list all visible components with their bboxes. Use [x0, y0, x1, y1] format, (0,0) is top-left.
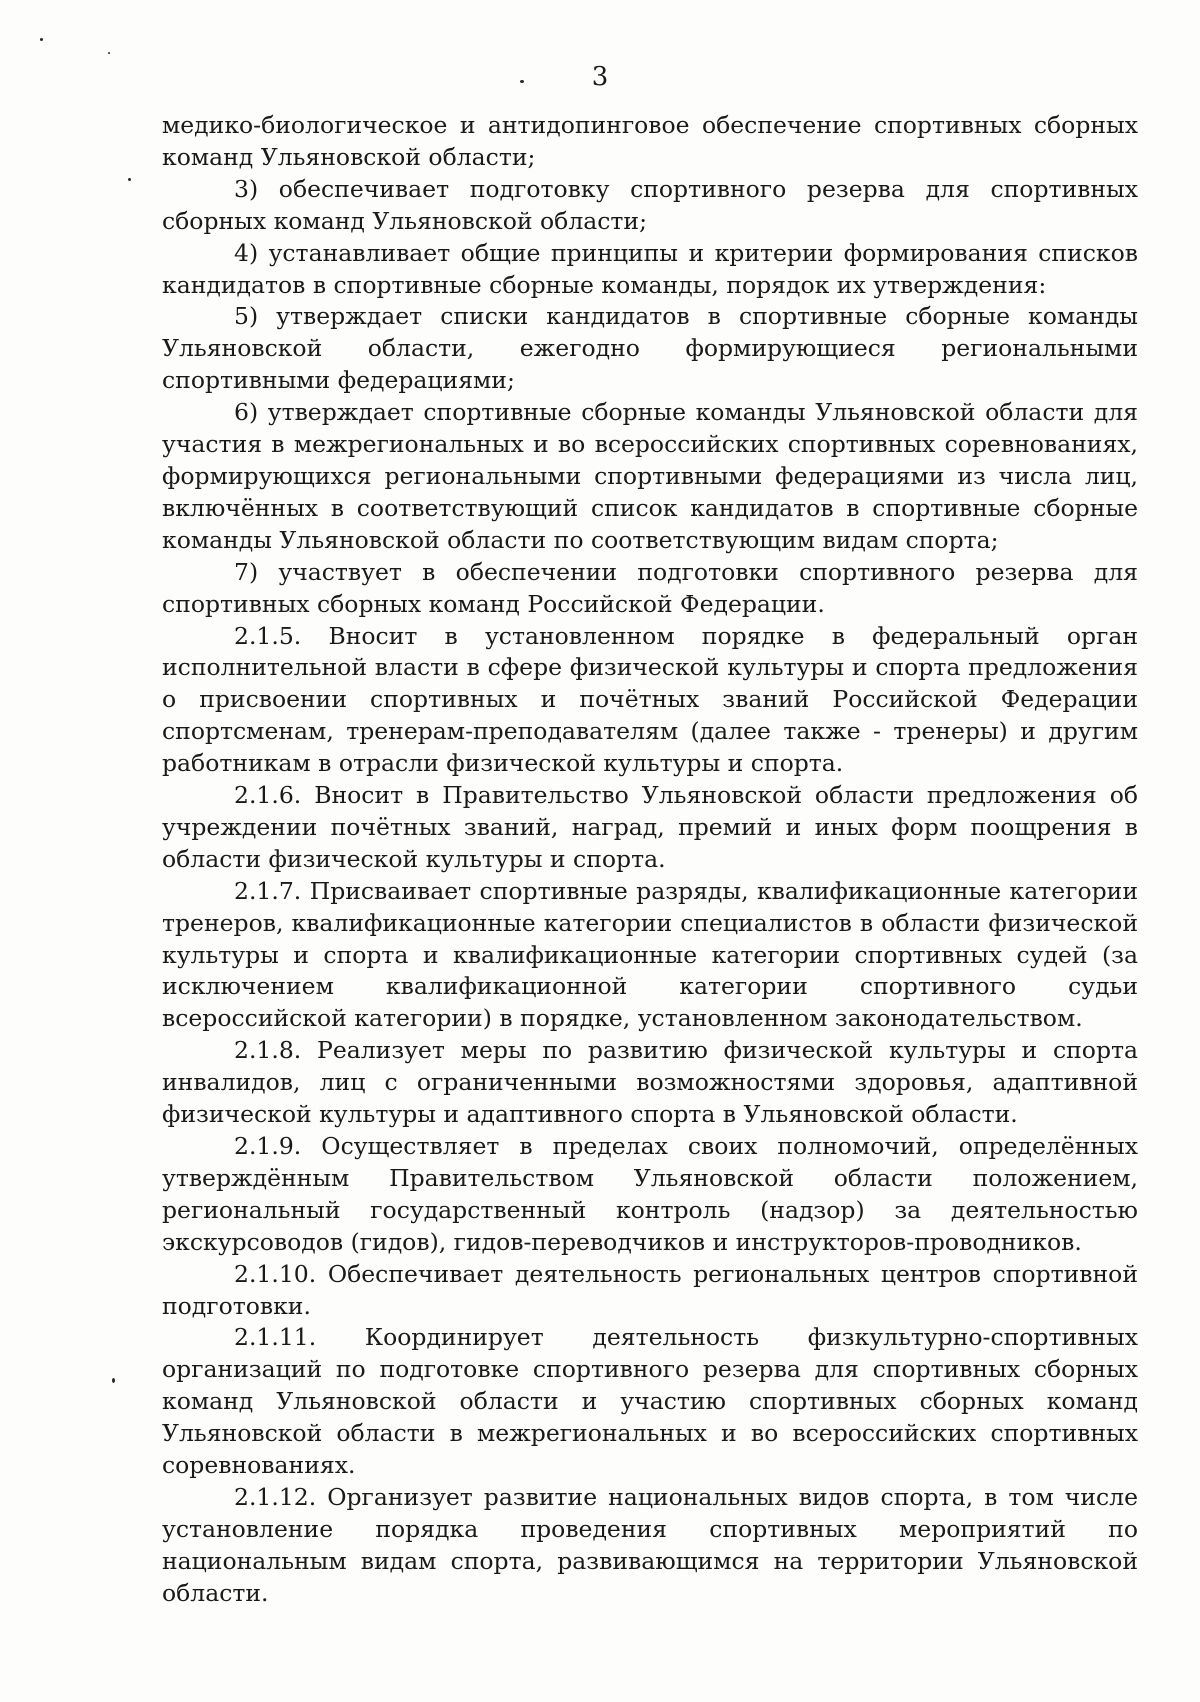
paragraph: 2.1.10. Обеспечивает деятельность региональных центров спортивной подготовки. [162, 1259, 1138, 1320]
paragraph: 2.1.5. Вносит в установленном порядке в федеральный орган исполнительной власти в сфере физической культуры и спорта предложения о присвоении спортивных и почётных званий Российской Федерации спортсменам, тренерам-преподавателям (далее также - тренеры) и другим работникам в отрасли физической культуры и спорта. [162, 621, 1138, 778]
paragraph: 5) утверждает списки кандидатов в спортивные сборные команды Ульяновской области, ежегодно формирующиеся региональными спортивными федерациями; [162, 302, 1138, 395]
paragraph: 4) устанавливает общие принципы и критерии формирования списков кандидатов в спортивные сборные команды, порядок их утверждения: [162, 238, 1138, 299]
paragraph: 2.1.11. Координирует деятельность физкультурно-спортивных организаций по подготовке спортивного резерва для спортивных сборных команд Ульяновской области и участию спортивных сборных команд Ульяновской области в межрегиональных и во всероссийских спортивных соревнованиях. [162, 1323, 1138, 1480]
paragraph: медико-биологическое и антидопинговое обеспечение спортивных сборных команд Ульяновской области; [162, 111, 1138, 171]
paragraph: 2.1.9. Осуществляет в пределах своих полномочий, определённых утверждённым Правительством Ульяновской области положением, региональный государственный контроль (надзор) за деятельностью экскурсоводов (гидов), гидов-переводчиков и инструкторов-проводников. [162, 1132, 1138, 1256]
paragraph: 2.1.12. Организует развитие национальных видов спорта, в том числе установление порядка проведения спортивных мероприятий по национальным видам спорта, развивающимся на территории Ульяновской области. [162, 1482, 1138, 1607]
paragraph: 2.1.6. Вносит в Правительство Ульяновской области предложения об учреждении почётных званий, наград, премий и иных форм поощрения в области физической культуры и спорта. [162, 781, 1138, 873]
scan-speck [108, 52, 110, 54]
scan-speck [40, 38, 43, 41]
paragraph: 3) обеспечивает подготовку спортивного резерва для спортивных сборных команд Ульяновской области; [162, 174, 1138, 235]
scan-speck [112, 1378, 115, 1383]
scan-speck [128, 178, 131, 181]
paragraph: 6) утверждает спортивные сборные команды Ульяновской области для участия в межрегиональных и во всероссийских спортивных соревнованиях, формирующихся региональными спортивными федерациями из числа лиц, включённых в соответствующий список кандидатов в спортивные сборные команды Ульяновской области по соответствующим видам спорта; [162, 398, 1138, 554]
page-number: 3 [591, 62, 609, 92]
paragraph: 2.1.8. Реализует меры по развитию физической культуры и спорта инвалидов, лиц с ограниченными возможностями здоровья, адаптивной физической культуры и адаптивного спорта в Ульяновской области. [162, 1036, 1138, 1129]
paragraph: 2.1.7. Присваивает спортивные разряды, квалификационные категории тренеров, квалификационные категории специалистов в области физической культуры и спорта и квалификационные категории спортивных судей (за исключением квалификационной категории спортивного судьи всероссийской категории) в порядке, установленном законодательством. [162, 876, 1138, 1033]
document-body [162, 110, 1138, 1610]
paragraph: 7) участвует в обеспечении подготовки спортивного резерва для спортивных сборных команд Российской Федерации. [162, 557, 1138, 618]
